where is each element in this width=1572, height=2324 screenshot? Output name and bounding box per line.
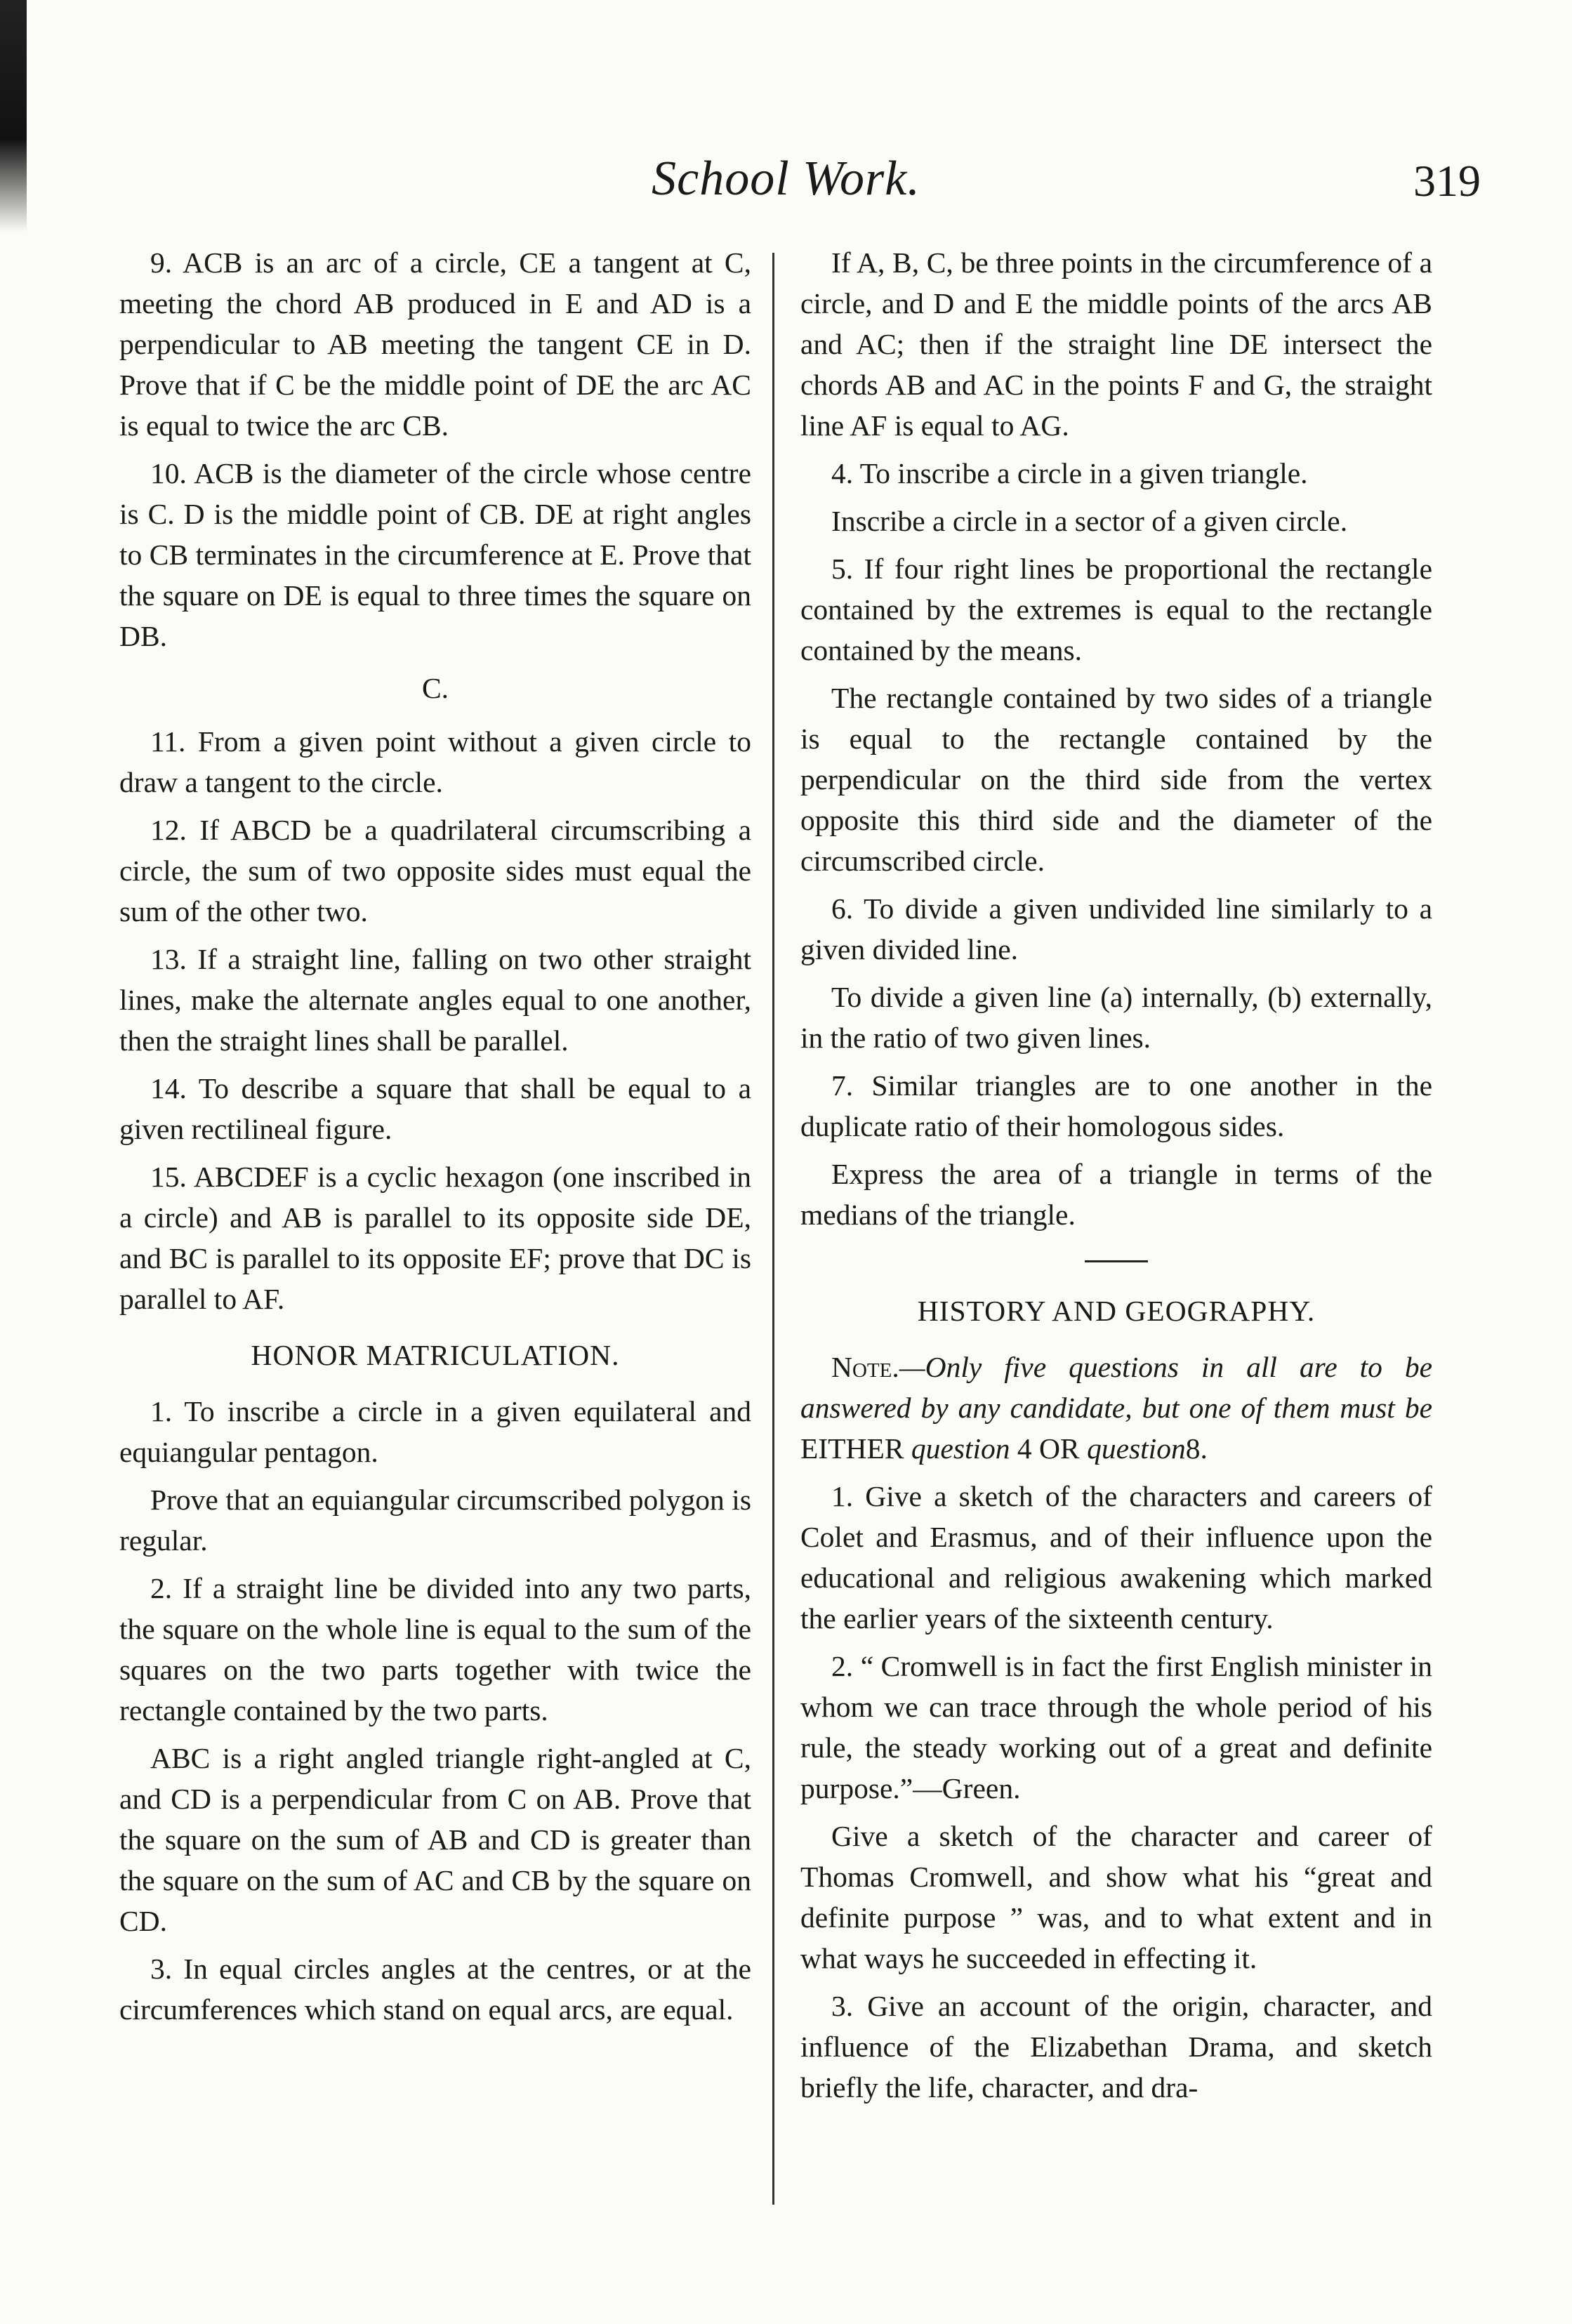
question-13: 13. If a straight line, falling on two other straight lines, make the alternate angles equal to one another, then the straight lines shall be parallel.	[119, 943, 751, 1057]
honor-question-5-rider: The rectangle contained by two sides of a triangle is equal to the rectangle contained by the perpendicular on the third side from the vertex opposite this third side and the diameter of the circumscribed circle.	[800, 682, 1432, 877]
note-or: OR	[1039, 1432, 1080, 1465]
honor-question-2-rider: ABC is a right angled triangle right-angled at C, and CD is a perpendicular from C on AB. Prove that the square on the sum of AB and CD is greater than the square on the sum of AC and CB by the square on CD.	[119, 1742, 751, 1937]
instructions-note	[800, 1347, 1432, 1469]
honor-question-6-rider: To divide a given line (a) internally, (b) externally, in the ratio of two given lines.	[800, 981, 1432, 1054]
page-header	[0, 151, 1572, 228]
history-geography-heading: HISTORY AND GEOGRAPHY.	[917, 1295, 1316, 1327]
section-divider	[1085, 1260, 1148, 1262]
honor-question-7: 7. Similar triangles are to one another in the duplicate ratio of their homologous sides.	[800, 1069, 1432, 1142]
right-column	[800, 242, 1432, 2115]
honor-question-3-rider: If A, B, C, be three points in the circumference of a circle, and D and E the middle points of the arcs AB and AC; then if the straight line DE intersect the chords AB and AC in the points F and G, the straight line AF is equal to AG.	[800, 246, 1432, 442]
question-14: 14. To describe a square that shall be equal to a given rectilineal figure.	[119, 1072, 751, 1145]
honor-question-4: 4. To inscribe a circle in a given triangle.	[831, 457, 1308, 489]
running-title: School Work.	[652, 152, 920, 206]
honor-question-6: 6. To divide a given undivided line similarly to a given divided line.	[800, 892, 1432, 965]
question-10: 10. ACB is the diameter of the circle whose centre is C. D is the middle point of CB. DE at right angles to CB terminates in the circumference at E. Prove that the square on DE is equal to three times the square on DB.	[119, 457, 751, 652]
column-rule	[772, 253, 774, 2205]
note-text: —Only five questions in all are to be answered by any candidate, but one of them must be	[800, 1351, 1432, 1424]
history-question-2: 2. “ Cromwell is in fact the first English minister in whom we can trace through the whole period of his rule, the steady working out of a great and definite purpose.”—Green.	[800, 1650, 1432, 1804]
honor-matriculation-heading: HONOR MATRICULATION.	[251, 1339, 620, 1371]
section-letter-c: C.	[421, 672, 449, 704]
question-12: 12. If ABCD be a quadrilateral circumscribing a circle, the sum of two opposite sides must equal the sum of the other two.	[119, 814, 751, 927]
left-column	[119, 242, 751, 2037]
honor-question-2: 2. If a straight line be divided into any two parts, the square on the whole line is equal to the sum of the squares on the two parts together with twice the rectangle contained by the two parts.	[119, 1572, 751, 1727]
honor-question-4-rider: Inscribe a circle in a sector of a given circle.	[831, 505, 1348, 537]
question-15: 15. ABCDEF is a cyclic hexagon (one inscribed in a circle) and AB is parallel to its opposite side DE, and BC is parallel to its opposite EF; prove that DC is parallel to AF.	[119, 1161, 751, 1315]
history-question-1: 1. Give a sketch of the characters and careers of Colet and Erasmus, and of their influence upon the educational and religious awakening which marked the earlier years of the sixteenth century.	[800, 1480, 1432, 1635]
question-11: 11. From a given point without a given circle to draw a tangent to the circle.	[119, 725, 751, 798]
honor-question-7-rider: Express the area of a triangle in terms of the medians of the triangle.	[800, 1158, 1432, 1231]
note-label: Note.	[831, 1351, 899, 1383]
honor-question-1: 1. To inscribe a circle in a given equilateral and equiangular pentagon.	[119, 1395, 751, 1468]
history-question-2-rider: Give a sketch of the character and career of Thomas Cromwell, and show what his “great and definite purpose ” was, and to what extent and in what ways he succeeded in effecting it.	[800, 1820, 1432, 1974]
honor-question-1-rider: Prove that an equiangular circumscribed polygon is regular.	[119, 1484, 751, 1557]
page-number: 319	[1413, 156, 1481, 206]
note-number-2: 8.	[1185, 1432, 1208, 1465]
note-question-word: question	[911, 1432, 1010, 1465]
honor-question-5: 5. If four right lines be proportional the rectangle contained by the extremes is equal to the rectangle contained by the means.	[800, 553, 1432, 666]
note-number-1: 4	[1017, 1432, 1032, 1465]
note-either: EITHER	[800, 1432, 904, 1465]
note-question-word-2: question	[1087, 1432, 1186, 1465]
honor-question-3: 3. In equal circles angles at the centres, or at the circumferences which stand on equal arcs, are equal.	[119, 1953, 751, 2026]
history-question-3: 3. Give an account of the origin, character, and influence of the Elizabethan Drama, and sketch briefly the life, character, and dra-	[800, 1990, 1432, 2104]
question-9: 9. ACB is an arc of a circle, CE a tangent at C, meeting the chord AB produced in E and AD is a perpendicular to AB meeting the tangent CE in D. Prove that if C be the middle point of DE the arc AC is equal to twice the arc CB.	[119, 246, 751, 442]
